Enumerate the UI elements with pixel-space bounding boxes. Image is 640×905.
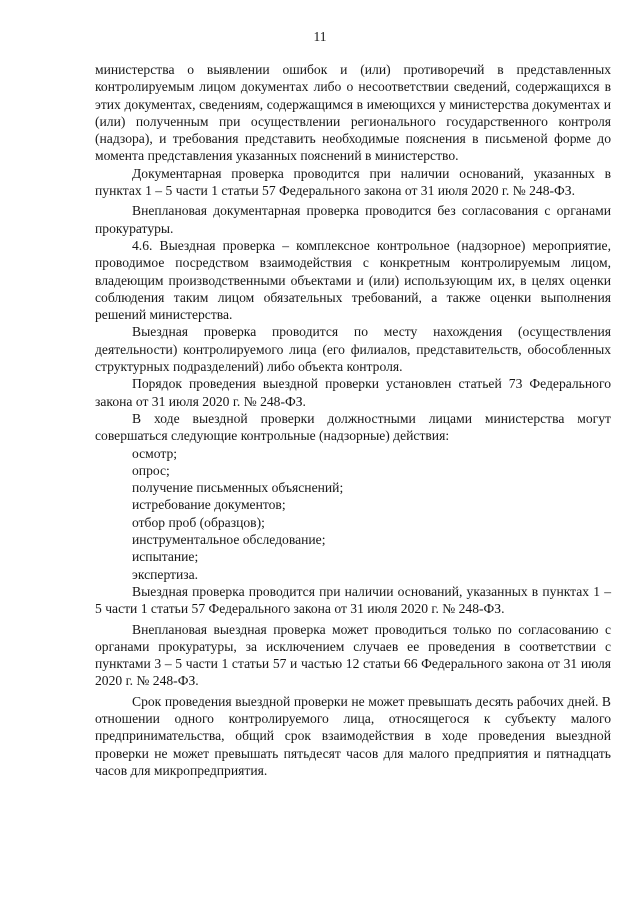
paragraph-field-check-location: Выездная проверка проводится по месту нахождения (осуществления деятельности) контролируемого лица (его филиалов, представительств, обособленных структурных подразделений) либо объекта контроля.	[95, 324, 611, 375]
paragraph-documentary-check-grounds: Документарная проверка проводится при наличии оснований, указанных в пунктах 1 – 5 части 1 статьи 57 Федерального закона от 31 июля 2020 г. № 248-ФЗ.	[95, 165, 611, 199]
paragraph-field-check-procedure: Порядок проведения выездной проверки установлен статьей 73 Федерального закона от 31 июля 2020 г. № 248-ФЗ.	[95, 376, 611, 409]
paragraph-field-check-duration: Срок проведения выездной проверки не может превышать десять рабочих дней. В отношении одного контролируемого лица, относящегося к субъекту малого предпринимательства, общий срок взаимодействия в ходе проведения выездной проверки не может превышать пятьдесят часов для малого предприятия и пятнадцать часов для микропредприятия.	[95, 693, 611, 778]
paragraph-unscheduled-documentary-check: Внеплановая документарная проверка проводится без согласования с органами прокуратуры.	[95, 203, 611, 236]
paragraph-field-check-grounds: Выездная проверка проводится при наличии оснований, указанных в пунктах 1 – 5 части 1 статьи 57 Федерального закона от 31 июля 2020 г. № 248-ФЗ.	[95, 583, 611, 617]
paragraph-unscheduled-field-check: Внеплановая выездная проверка может проводиться только по согласованию с органами прокуратуры, за исключением случаев ее проведения в соответствии с пунктами 3 – 5 части 1 статьи 57 и частью 12 статьи 66 Федерального закона от 31 июля 2020 г. № 248-ФЗ.	[95, 621, 611, 689]
paragraph-field-check-definition: 4.6. Выездная проверка – комплексное контрольное (надзорное) мероприятие, проводимое посредством взаимодействия с конкретным контролируемым лицом, владеющим производственными объектами и (или) использующим их, в целях оценки соблюдения таким лицом обязательных требований, а также оценки выполнения решений министерства.	[95, 237, 611, 323]
list-item: испытание;	[132, 549, 199, 565]
document-body	[95, 61, 611, 779]
page-number: 11	[313, 29, 327, 44]
list-item: инструментальное обследование;	[132, 532, 326, 548]
control-actions-list	[95, 445, 611, 583]
paragraph-control-actions-intro: В ходе выездной проверки должностными лицами министерства могут совершаться следующие контрольные (надзорные) действия:	[95, 410, 611, 444]
list-item: истребование документов;	[132, 497, 286, 513]
paragraph-continuation: министерства о выявлении ошибок и (или) противоречий в представленных контролируемым лицом документах либо о несоответствии сведений, содержащихся в этих документах, сведениям, содержащимся в имеющихся у министерства документах и (или) полученным при осуществлении регионального государственного контроля (надзора), и требования представить необходимые пояснения в письменой форме до момента представления указанных пояснений в министерство.	[95, 62, 611, 164]
list-item: получение письменных объяснений;	[132, 480, 344, 496]
list-item: экспертиза.	[132, 566, 199, 582]
list-item: отбор проб (образцов);	[132, 514, 265, 530]
list-item: осмотр;	[132, 445, 178, 461]
list-item: опрос;	[132, 462, 170, 478]
